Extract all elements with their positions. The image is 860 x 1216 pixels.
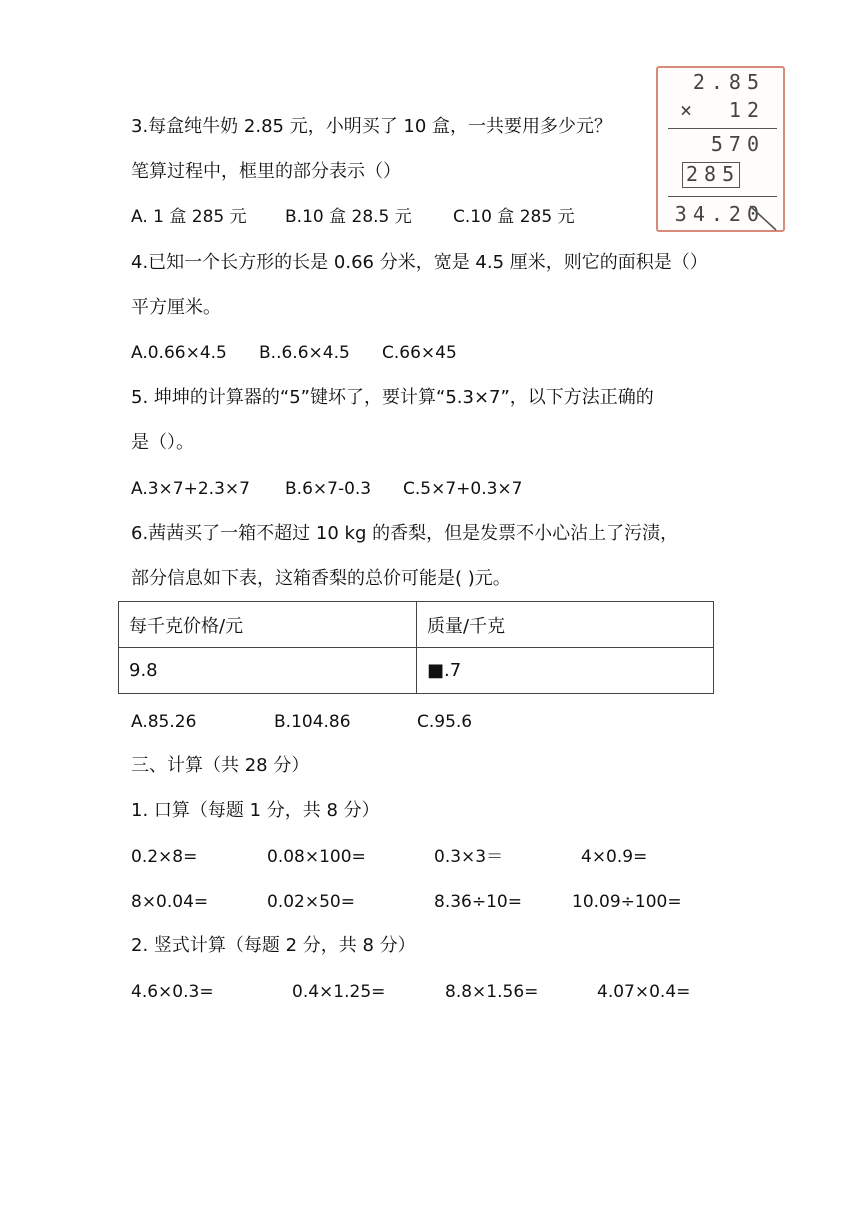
vertical-calc-item: 0.4×1.25= xyxy=(292,982,386,1002)
vertical-calc-item: 8.8×1.56= xyxy=(445,982,539,1002)
header-price-per-kg: 每千克价格/元 xyxy=(119,602,417,648)
q4-option-b: B..6.6×4.5 xyxy=(259,343,350,363)
oral-calc-item: 0.3×3＝ xyxy=(434,847,504,867)
part-1-title: 1. 口算（每题 1 分，共 8 分） xyxy=(131,800,380,821)
vertical-calc-item: 4.07×0.4= xyxy=(597,982,691,1002)
partial-product-1: 570 xyxy=(710,132,765,156)
q6-text-continued: 部分信息如下表，这箱香梨的总价可能是( )元。 xyxy=(131,568,511,589)
q5-option-c: C.5×7+0.3×7 xyxy=(403,479,523,499)
q4-option-c: C.66×45 xyxy=(382,343,457,363)
times-sign: × xyxy=(680,98,693,122)
rule-line-2 xyxy=(668,196,777,197)
oral-calc-item: 0.02×50= xyxy=(267,892,355,912)
oral-calc-item: 8.36÷10= xyxy=(434,892,522,912)
rule-line-1 xyxy=(668,128,777,129)
oral-calc-item: 10.09÷100= xyxy=(572,892,682,912)
q5-option-b: B.6×7-0.3 xyxy=(285,479,372,499)
q3-text: 3.每盒纯牛奶 2.85 元，小明买了 10 盒，一共要用多少元？ xyxy=(131,116,613,137)
oral-calc-item: 8×0.04= xyxy=(131,892,209,912)
oral-calc-item: 0.2×8= xyxy=(131,847,198,867)
q3-prompt: 笔算过程中，框里的部分表示（） xyxy=(131,161,401,182)
q6-text: 6.茜茜买了一箱不超过 10 kg 的香梨，但是发票不小心沾上了污渍， xyxy=(131,523,679,544)
strike-mark xyxy=(746,204,780,232)
section-3-title: 三、计算（共 28 分） xyxy=(131,755,310,776)
q6-option-a: A.85.26 xyxy=(131,712,197,732)
vertical-calc-item: 4.6×0.3= xyxy=(131,982,214,1002)
multiplicand: 2.85 xyxy=(692,70,765,94)
cell-weight: ■.7 xyxy=(417,648,714,694)
oral-calc-item: 4×0.9= xyxy=(581,847,648,867)
q5-text: 5. 坤坤的计算器的“5”键坏了，要计算“5.3×7”，以下方法正确的 xyxy=(131,387,654,408)
q6-option-b: B.104.86 xyxy=(274,712,351,732)
q3-option-b: B.10 盒 28.5 元 xyxy=(285,207,412,227)
table-row xyxy=(119,648,714,694)
q5-text-continued: 是（）。 xyxy=(131,432,194,453)
part-2-title: 2. 竖式计算（每题 2 分，共 8 分） xyxy=(131,935,416,956)
multiplier: 12 xyxy=(728,98,765,122)
q6-option-c: C.95.6 xyxy=(417,712,473,732)
cell-price: 9.8 xyxy=(119,648,417,694)
q5-option-a: A.3×7+2.3×7 xyxy=(131,479,250,499)
product: 34.20 xyxy=(674,202,765,226)
price-table xyxy=(118,601,714,694)
header-weight: 质量/千克 xyxy=(417,602,714,648)
q4-option-a: A.0.66×4.5 xyxy=(131,343,227,363)
q4-text: 4.已知一个长方形的长是 0.66 分米，宽是 4.5 厘米，则它的面积是（） xyxy=(131,252,708,273)
oral-calc-item: 0.08×100= xyxy=(267,847,366,867)
q3-option-c: C.10 盒 285 元 xyxy=(453,207,575,227)
table-header-row xyxy=(119,602,714,648)
vertical-multiplication-figure xyxy=(656,66,785,232)
partial-product-2: 285 xyxy=(686,162,741,186)
q3-option-a: A. 1 盒 285 元 xyxy=(131,207,247,227)
q4-text-continued: 平方厘米。 xyxy=(131,297,221,318)
